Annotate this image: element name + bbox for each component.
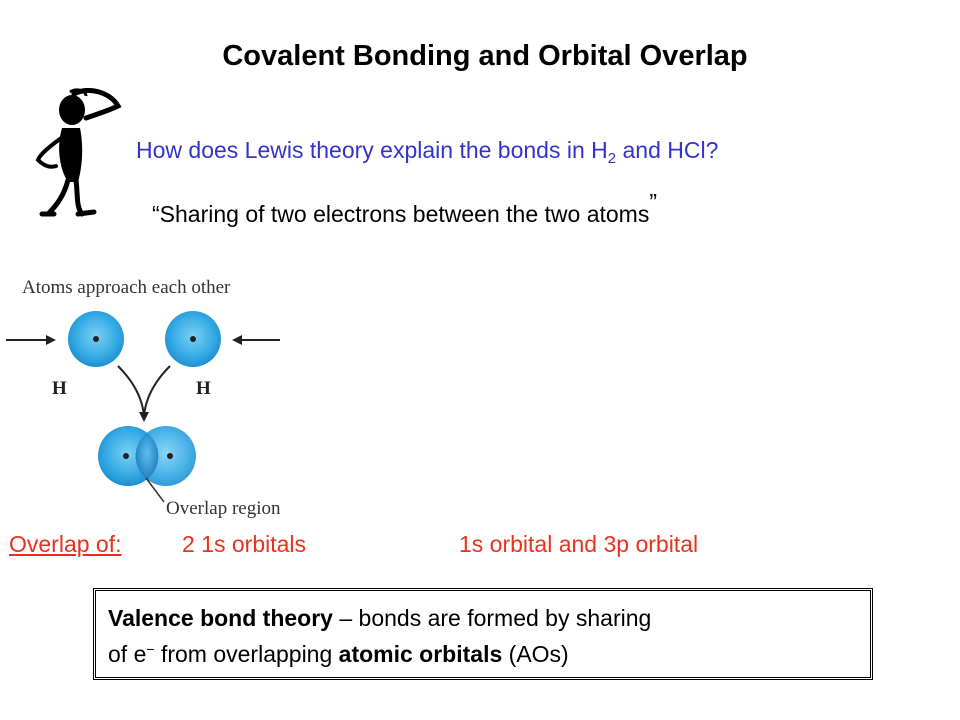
caption-atoms-approach: Atoms approach each other	[22, 277, 231, 298]
atom-label-right: H	[196, 378, 211, 399]
overlap-h2: 2 1s orbitals	[182, 531, 307, 557]
valence-bond-term: Valence bond theory	[108, 605, 333, 631]
caption-overlap-region: Overlap region	[166, 498, 281, 519]
atomic-orbitals-term: atomic orbitals	[338, 641, 503, 667]
overlap-label: Overlap of:	[9, 531, 122, 557]
overlap-hcl: 1s orbital and 3p orbital	[459, 531, 699, 557]
overlap-electron-left	[123, 453, 129, 459]
electron-superscript: −	[146, 641, 155, 657]
thinking-person-icon	[26, 88, 136, 220]
overlap-electron-right	[167, 453, 173, 459]
orbital-overlap-figure	[0, 266, 320, 526]
overlap-row	[9, 531, 699, 558]
answer-text: Sharing of two electrons between the two atoms	[159, 201, 650, 227]
slide-title: Covalent Bonding and Orbital Overlap	[222, 40, 748, 72]
lewis-question: How does Lewis theory explain the bonds in $H_2$ and HCl?	[136, 137, 719, 167]
atom-label-left: H	[52, 378, 67, 399]
definition-line-2: of e− from overlapping atomic orbitals (AOs)	[108, 641, 569, 667]
lewis-answer: “Sharing of two electrons between the two atoms”	[152, 189, 658, 227]
valence-bond-definition-box	[93, 588, 873, 680]
question-subscript: 2	[607, 150, 617, 167]
definition-line-1: Valence bond theory – bonds are formed by sharing	[108, 605, 652, 631]
